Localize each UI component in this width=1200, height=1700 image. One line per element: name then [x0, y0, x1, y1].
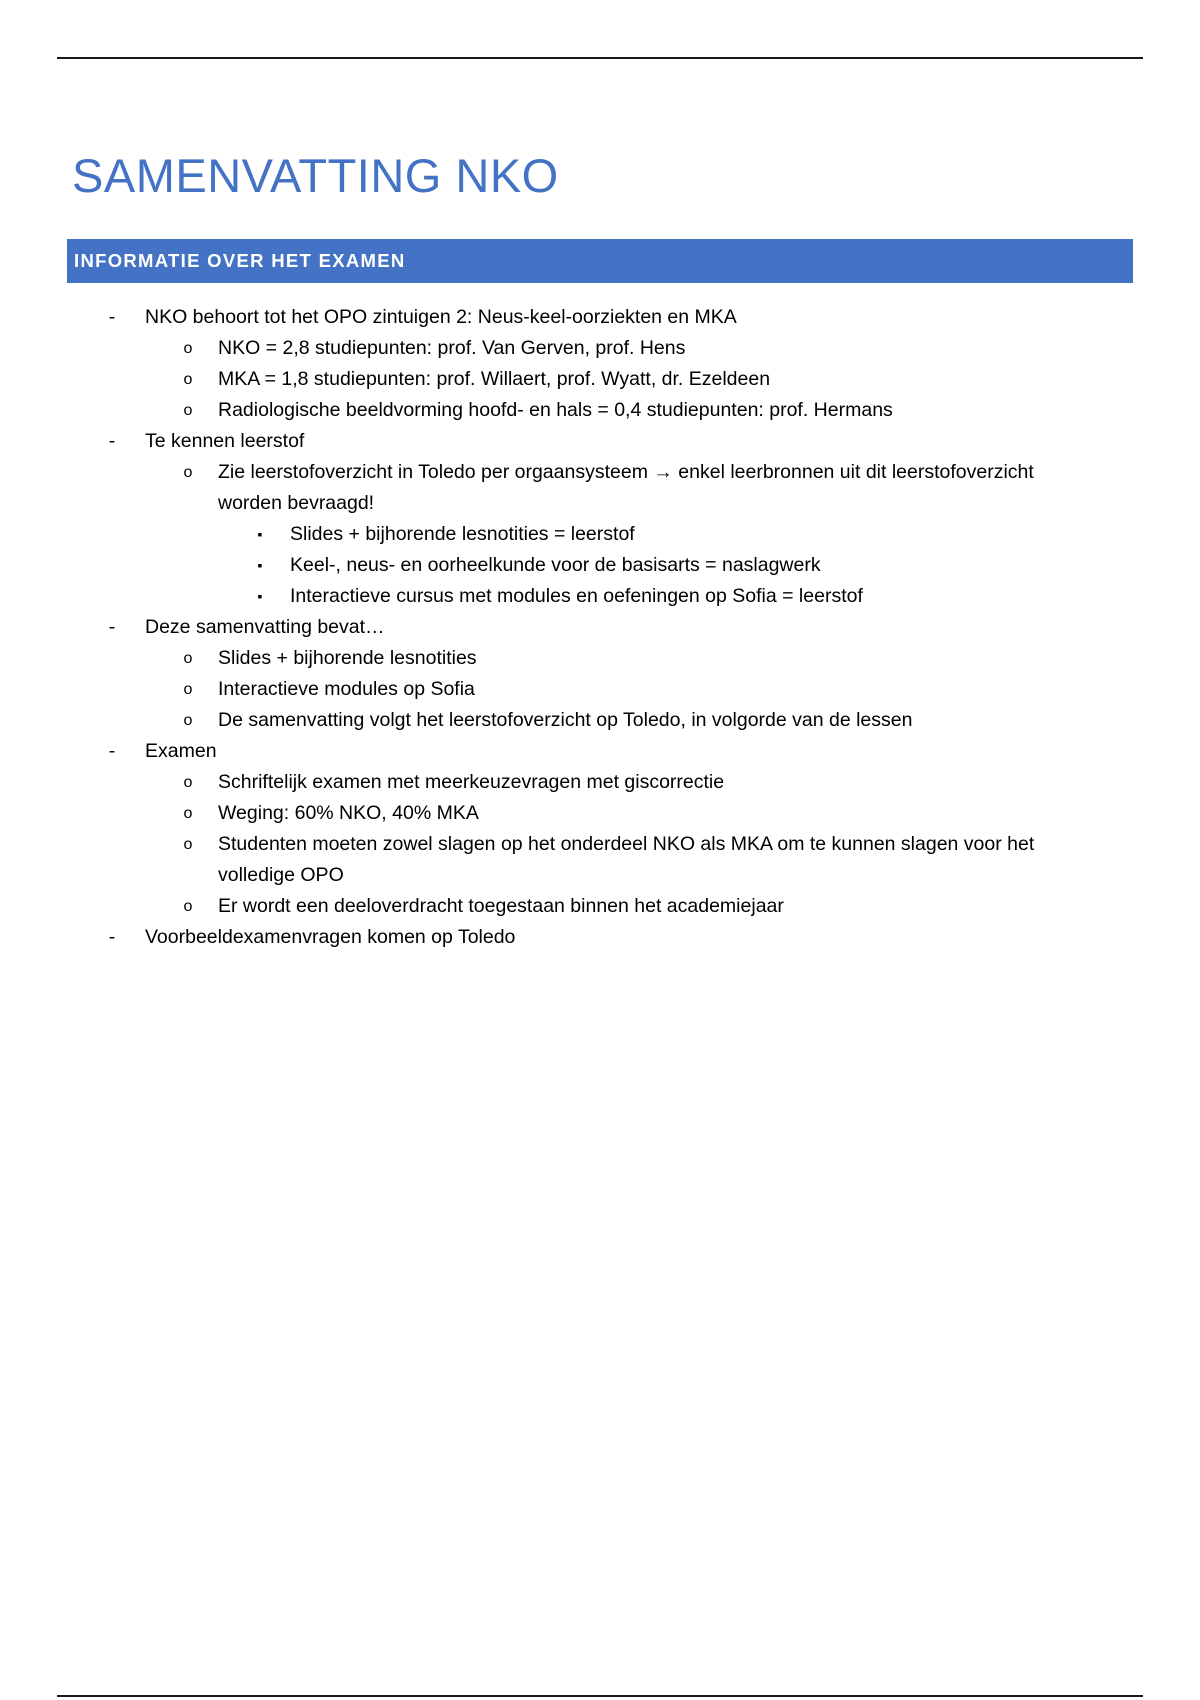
- circle-bullet: o: [183, 805, 193, 822]
- list-item: [0, 674, 1200, 705]
- list-item-text: NKO = 2,8 studiepunten: prof. Van Gerven, prof. Hens: [218, 337, 686, 359]
- footer-rule: [57, 1695, 1143, 1697]
- list-item-text: Radiologische beeldvorming hoofd- en hals = 0,4 studiepunten: prof. Hermans: [218, 399, 893, 421]
- dash-bullet: -: [108, 616, 116, 638]
- list-item: [0, 643, 1200, 674]
- list-item: [0, 457, 1200, 488]
- list-item: [0, 891, 1200, 922]
- list-item-continuation: [0, 488, 1200, 519]
- circle-bullet: o: [183, 371, 193, 388]
- list-item: [0, 519, 1200, 550]
- list-item: [0, 333, 1200, 364]
- page-title: SAMENVATTING NKO: [72, 149, 559, 202]
- list-item: [0, 550, 1200, 581]
- circle-bullet: o: [183, 774, 193, 791]
- list-item-text: MKA = 1,8 studiepunten: prof. Willaert, prof. Wyatt, dr. Ezeldeen: [218, 368, 771, 390]
- list-item-continuation: [0, 860, 1200, 891]
- circle-bullet: o: [183, 402, 193, 419]
- header-rule: [57, 57, 1143, 59]
- section-heading-bar: [67, 239, 1133, 283]
- circle-bullet: o: [183, 340, 193, 357]
- list-item: [0, 798, 1200, 829]
- dash-bullet: -: [108, 306, 116, 328]
- section-heading: INFORMATIE OVER HET EXAMEN: [74, 250, 406, 271]
- list-item: [0, 364, 1200, 395]
- list-item-text: Voorbeeldexamenvragen komen op Toledo: [145, 926, 516, 948]
- list-item-text: De samenvatting volgt het leerstofoverzicht op Toledo, in volgorde van de lessen: [218, 709, 913, 731]
- circle-bullet: o: [183, 836, 193, 853]
- square-bullet: ▪: [257, 557, 263, 573]
- list-item-text: Slides + bijhorende lesnotities = leerstof: [290, 523, 635, 545]
- list-item-text: Zie leerstofoverzicht in Toledo per orgaansysteem → enkel leerbronnen uit dit leerstofoverzicht: [218, 461, 1034, 483]
- dash-bullet: -: [108, 740, 116, 762]
- list-item: [0, 612, 1200, 643]
- list-item-text: Schriftelijk examen met meerkeuzevragen met giscorrectie: [218, 771, 725, 793]
- list-item-text: Interactieve modules op Sofia: [218, 678, 475, 700]
- dash-bullet: -: [108, 926, 116, 948]
- circle-bullet: o: [183, 650, 193, 667]
- circle-bullet: o: [183, 898, 193, 915]
- dash-bullet: -: [108, 430, 116, 452]
- list-item: [0, 426, 1200, 457]
- list-item-text: Weging: 60% NKO, 40% MKA: [218, 802, 479, 824]
- list-item: [0, 395, 1200, 426]
- list-item-text: Slides + bijhorende lesnotities: [218, 647, 477, 669]
- circle-bullet: o: [183, 681, 193, 698]
- square-bullet: ▪: [257, 588, 263, 604]
- circle-bullet: o: [183, 712, 193, 729]
- list-item: [0, 302, 1200, 333]
- list-item-text: Examen: [145, 740, 217, 762]
- list-item-text: Studenten moeten zowel slagen op het onderdeel NKO als MKA om te kunnen slagen voor het: [218, 833, 1035, 855]
- list-item: [0, 829, 1200, 860]
- circle-bullet: o: [183, 464, 193, 481]
- square-bullet: ▪: [257, 526, 263, 542]
- list-item-text: NKO behoort tot het OPO zintuigen 2: Neus-keel-oorziekten en MKA: [145, 306, 737, 328]
- list-item-text: Keel-, neus- en oorheelkunde voor de basisarts = naslagwerk: [290, 554, 821, 576]
- list-item: [0, 767, 1200, 798]
- list-item: [0, 705, 1200, 736]
- list-item: [0, 736, 1200, 767]
- list-item-text: Interactieve cursus met modules en oefeningen op Sofia = leerstof: [290, 585, 863, 607]
- list-item-text: Er wordt een deeloverdracht toegestaan binnen het academiejaar: [218, 895, 784, 917]
- list-item: [0, 922, 1200, 953]
- list-item-text: volledige OPO: [218, 864, 344, 886]
- bullet-list: [0, 302, 1200, 953]
- list-item-text: Deze samenvatting bevat…: [145, 616, 385, 638]
- list-item-text: Te kennen leerstof: [145, 430, 305, 452]
- list-item-text: worden bevraagd!: [218, 492, 375, 514]
- list-item: [0, 581, 1200, 612]
